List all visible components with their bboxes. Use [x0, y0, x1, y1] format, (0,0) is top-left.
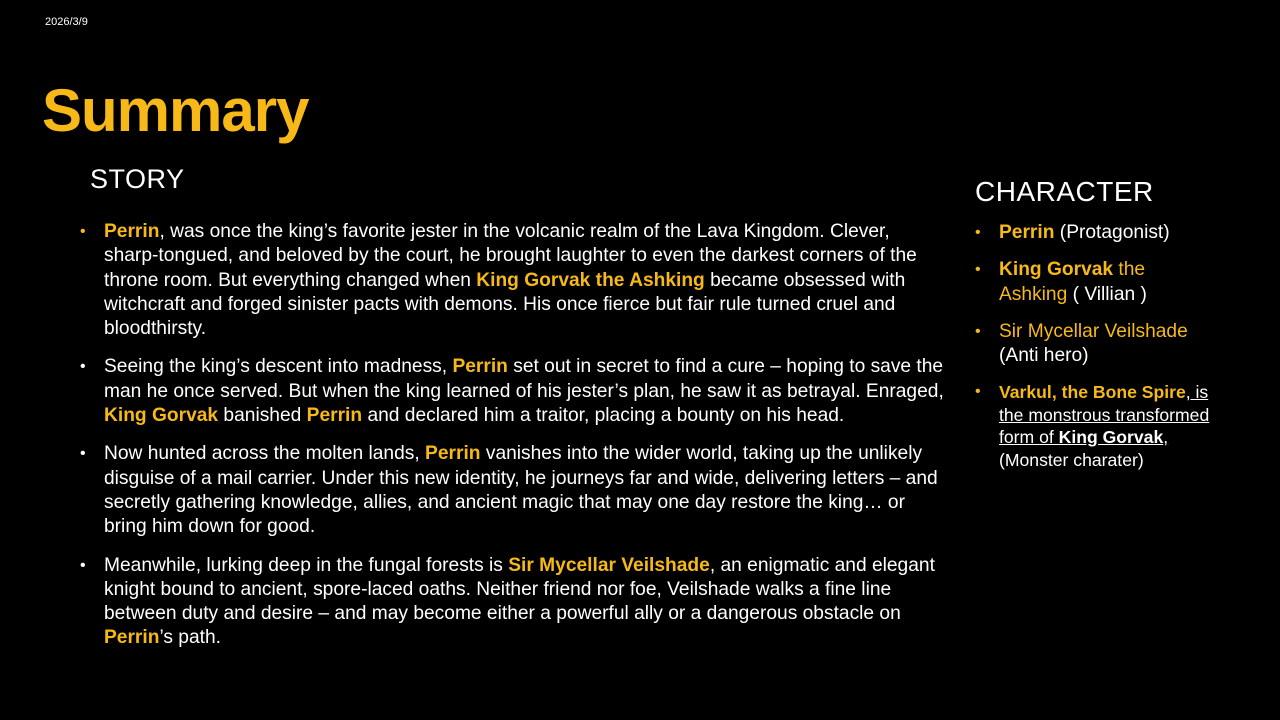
story-text: banished: [218, 405, 307, 427]
character-name: Perrin: [999, 222, 1055, 243]
bullet-icon: •: [80, 223, 86, 240]
bullet-icon: •: [975, 261, 981, 279]
story-text: Now hunted across the molten lands,: [104, 443, 426, 465]
story-text: set out in secret to find a cure – hoping to save the man he once served. But when the king learned of his jester’s plan, he saw it as betrayal. Enraged,: [104, 356, 944, 402]
character-list: [975, 221, 1215, 484]
character-item-gorvak: [975, 258, 1215, 307]
king-highlight: King Gorvak the Ashking: [476, 269, 705, 291]
story-paragraph-1: [80, 220, 948, 341]
character-item-varkul: [975, 381, 1215, 471]
story-text: became obsessed with witchcraft and forged sinister pacts with demons. His once fierce but fair rule turned cruel and bloodthirsty.: [104, 269, 906, 340]
story-text: , an enigmatic and elegant knight bound to ancient, spore-laced oaths. Neither friend nor foe, Veilshade walks a fine line between duty and desire – and may become either a powerful ally or a dangerous obstacle on: [104, 554, 935, 625]
character-name: King Gorvak: [999, 259, 1114, 281]
character-role: (Protagonist): [1054, 222, 1170, 243]
story-text: ’s path.: [159, 627, 221, 649]
sir-highlight: Sir Mycellar Veilshade: [508, 554, 710, 576]
date-label: 2026/3/9: [45, 16, 88, 28]
character-title: the Ashking: [999, 259, 1146, 305]
character-item-veilshade: [975, 320, 1215, 369]
perrin-highlight: Perrin: [104, 627, 160, 649]
character-item-perrin: [975, 221, 1215, 245]
bullet-icon: •: [975, 383, 981, 401]
story-text: vanishes into the wider world, taking up the unlikely disguise of a mail carrier. Under this new identity, he journeys far and wide, delivering letters – and secretly gathering knowledge, allies, and ancient magic that may one day restore the king… or bring him down for good.: [104, 443, 938, 538]
page-title: Summary: [42, 77, 309, 144]
perrin-highlight: Perrin: [452, 356, 508, 378]
story-paragraph-2: [80, 355, 948, 428]
story-list: [80, 220, 948, 665]
character-role: ( Villian ): [1067, 283, 1147, 305]
bullet-icon: •: [80, 358, 86, 376]
character-description: , is the monstrous transformed form of: [999, 382, 1210, 448]
perrin-highlight: Perrin: [306, 405, 363, 427]
bullet-icon: •: [975, 322, 981, 340]
story-text: Seeing the king’s descent into madness,: [104, 356, 453, 378]
story-text: , was once the king’s favorite jester in the volcanic realm of the Lava Kingdom. Clever, sharp-tongued, and beloved by the court, he brought laughter to even the darkest corners of the throne room. But everything changed when: [104, 221, 917, 291]
story-paragraph-3: [80, 442, 948, 539]
king-highlight: King Gorvak: [104, 405, 219, 427]
bullet-icon: •: [80, 445, 86, 463]
perrin-highlight: Perrin: [104, 221, 160, 242]
perrin-highlight: Perrin: [425, 443, 481, 465]
story-heading: STORY: [90, 164, 185, 194]
character-heading: CHARACTER: [975, 176, 1154, 207]
story-paragraph-4: [80, 554, 948, 651]
bullet-icon: •: [80, 556, 86, 574]
character-name: Sir Mycellar Veilshade: [999, 320, 1188, 342]
character-punctuation: ,: [1163, 427, 1169, 448]
character-role: (Anti hero): [999, 345, 1089, 367]
character-name: Varkul, the Bone Spire: [999, 382, 1186, 403]
character-reference: King Gorvak: [1058, 427, 1164, 448]
character-role: (Monster charater): [999, 449, 1144, 470]
story-text: Meanwhile, lurking deep in the fungal forests is: [104, 554, 509, 576]
bullet-icon: •: [975, 224, 981, 241]
story-text: and declared him a traitor, placing a bounty on his head.: [362, 405, 845, 427]
